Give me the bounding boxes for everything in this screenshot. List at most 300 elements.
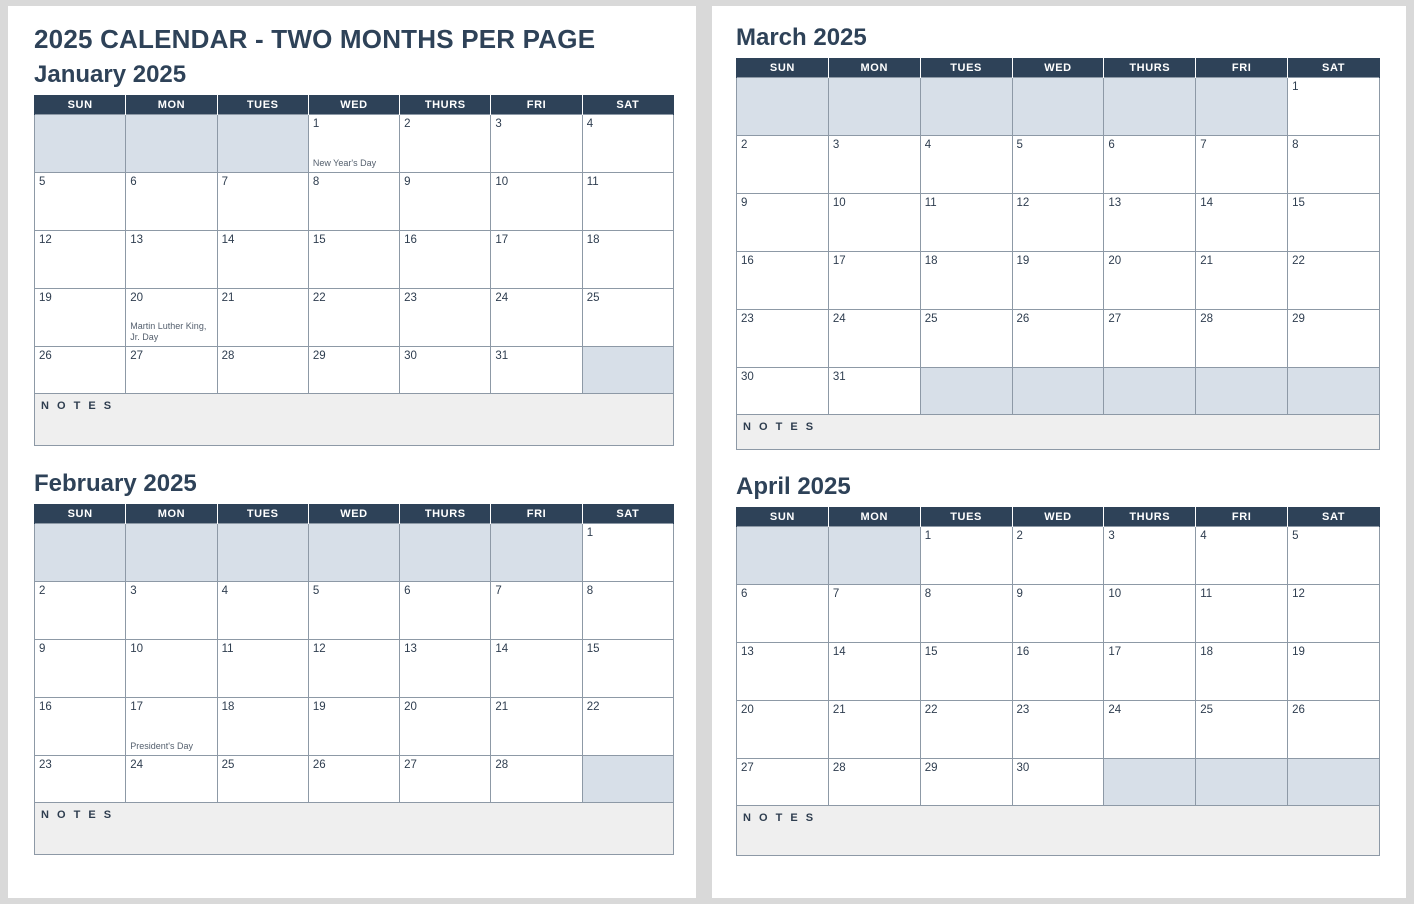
day-number: 12 — [1292, 588, 1305, 600]
day-number: 8 — [312, 176, 320, 188]
calendar-day-cell[interactable] — [126, 698, 217, 756]
calendar-day-cell[interactable] — [1196, 136, 1288, 194]
calendar-day-cell[interactable] — [920, 194, 1012, 252]
month-title: February 2025 — [34, 470, 197, 497]
calendar-day-cell[interactable] — [737, 310, 829, 368]
calendar-day-cell[interactable] — [308, 756, 399, 803]
weekday-header-mon: MON — [126, 96, 217, 115]
calendar-day-cell[interactable] — [828, 136, 920, 194]
calendar-day-cell[interactable] — [1012, 759, 1104, 806]
calendar-day-cell[interactable] — [828, 643, 920, 701]
day-number: 15 — [1292, 197, 1305, 209]
day-number: 27 — [741, 762, 754, 774]
calendar-day-cell[interactable] — [920, 310, 1012, 368]
calendar-day-cell[interactable] — [582, 231, 673, 289]
calendar-day-cell[interactable] — [1196, 252, 1288, 310]
calendar-day-cell[interactable] — [582, 115, 673, 173]
notes-area[interactable]: N O T E S — [736, 806, 1380, 856]
day-number: 18 — [1200, 646, 1214, 658]
calendar-day-cell[interactable] — [1012, 585, 1104, 643]
day-number: 22 — [1292, 255, 1305, 267]
day-number: 9 — [1016, 588, 1023, 600]
calendar-day-cell[interactable] — [1104, 643, 1196, 701]
calendar-day-cell[interactable] — [126, 231, 217, 289]
weekday-header-wed: WED — [308, 96, 399, 115]
calendar-day-cell[interactable] — [126, 289, 217, 347]
calendar-cell-empty — [1196, 78, 1288, 136]
calendar-day-cell[interactable] — [1012, 310, 1104, 368]
holiday-label: New Year's Day — [312, 158, 377, 168]
weekday-header-row — [737, 59, 1380, 78]
day-number: 4 — [924, 139, 932, 151]
calendar-cell-empty — [1104, 759, 1196, 806]
calendar-cell-empty — [217, 524, 308, 582]
calendar-day-cell[interactable] — [217, 756, 308, 803]
weekday-header-fri: FRI — [1196, 59, 1288, 78]
calendar-cell-empty — [491, 524, 582, 582]
calendar-day-cell[interactable] — [1288, 585, 1380, 643]
calendar-week-row — [737, 759, 1380, 806]
day-number: 1 — [924, 530, 932, 542]
calendar-grid — [736, 58, 1380, 415]
calendar-day-cell[interactable] — [828, 759, 920, 806]
calendar-day-cell[interactable] — [737, 252, 829, 310]
day-number: 17 — [130, 701, 144, 713]
calendar-day-cell[interactable] — [126, 173, 217, 231]
day-number: 26 — [312, 759, 326, 771]
notes-area[interactable]: N O T E S — [34, 803, 674, 855]
calendar-day-cell[interactable] — [920, 585, 1012, 643]
day-number: 14 — [221, 234, 235, 246]
calendar-day-cell[interactable] — [491, 231, 582, 289]
weekday-header-tues: TUES — [920, 59, 1012, 78]
day-number: 14 — [495, 643, 509, 655]
calendar-day-cell[interactable] — [920, 701, 1012, 759]
calendar-day-cell[interactable] — [491, 698, 582, 756]
weekday-header-sat: SAT — [582, 505, 673, 524]
calendar-cell-empty — [582, 756, 673, 803]
day-number: 19 — [1292, 646, 1305, 658]
notes-area[interactable]: N O T E S — [34, 394, 674, 446]
calendar-cell-empty — [1288, 368, 1380, 415]
day-number: 29 — [312, 350, 326, 362]
calendar-day-cell[interactable] — [400, 231, 491, 289]
calendar-week-row — [35, 640, 674, 698]
calendar-day-cell[interactable] — [582, 524, 673, 582]
calendar-day-cell[interactable] — [1288, 643, 1380, 701]
calendar-week-row — [737, 368, 1380, 415]
calendar-day-cell[interactable] — [308, 582, 399, 640]
calendar-day-cell[interactable] — [400, 640, 491, 698]
calendar-day-cell[interactable] — [308, 698, 399, 756]
calendar-day-cell[interactable] — [126, 756, 217, 803]
calendar-day-cell[interactable] — [400, 756, 491, 803]
day-number: 11 — [924, 197, 937, 209]
calendar-day-cell[interactable] — [1104, 701, 1196, 759]
month-block-february — [34, 470, 674, 855]
day-number: 23 — [39, 759, 52, 771]
calendar-day-cell[interactable] — [1288, 252, 1380, 310]
weekday-header-wed: WED — [1012, 59, 1104, 78]
month-block-april — [736, 473, 1380, 856]
calendar-cell-empty — [1012, 78, 1104, 136]
calendar-day-cell[interactable] — [1288, 194, 1380, 252]
calendar-week-row — [35, 582, 674, 640]
calendar-cell-empty — [828, 78, 920, 136]
day-number: 11 — [1200, 588, 1213, 600]
month-title: April 2025 — [736, 473, 851, 500]
calendar-day-cell[interactable] — [1196, 194, 1288, 252]
day-number: 26 — [39, 350, 52, 362]
weekday-header-sun: SUN — [35, 96, 126, 115]
calendar-day-cell[interactable] — [35, 582, 126, 640]
calendar-day-cell[interactable] — [582, 640, 673, 698]
day-number: 1 — [1292, 81, 1299, 93]
calendar-day-cell[interactable] — [1196, 585, 1288, 643]
day-number: 28 — [221, 350, 235, 362]
weekday-header-wed: WED — [308, 505, 399, 524]
weekday-header-thurs: THURS — [400, 96, 491, 115]
day-number: 3 — [495, 118, 502, 130]
weekday-header-mon: MON — [126, 505, 217, 524]
calendar-day-cell[interactable] — [1012, 527, 1104, 585]
day-number: 23 — [404, 292, 417, 304]
calendar-day-cell[interactable] — [1288, 527, 1380, 585]
notes-area[interactable]: N O T E S — [736, 415, 1380, 450]
day-number: 17 — [1108, 646, 1122, 658]
weekday-header-row — [35, 96, 674, 115]
calendar-day-cell[interactable] — [1196, 643, 1288, 701]
day-number: 8 — [924, 588, 932, 600]
day-number: 26 — [1292, 704, 1305, 716]
weekday-header-tues: TUES — [217, 505, 308, 524]
weekday-header-thurs: THURS — [400, 505, 491, 524]
calendar-week-row — [737, 78, 1380, 136]
calendar-day-cell[interactable] — [1012, 194, 1104, 252]
calendar-day-cell[interactable] — [1196, 701, 1288, 759]
day-number: 14 — [1200, 197, 1214, 209]
calendar-day-cell[interactable] — [35, 231, 126, 289]
day-number: 31 — [495, 350, 509, 362]
day-number: 7 — [221, 176, 228, 188]
calendar-day-cell[interactable] — [217, 582, 308, 640]
calendar-day-cell[interactable] — [308, 289, 399, 347]
calendar-cell-empty — [35, 115, 126, 173]
day-number: 4 — [586, 118, 594, 130]
day-number: 16 — [39, 701, 52, 713]
month-title: March 2025 — [736, 24, 867, 51]
day-number: 7 — [495, 585, 502, 597]
calendar-day-cell[interactable] — [308, 640, 399, 698]
weekday-header-tues: TUES — [217, 96, 308, 115]
day-number: 20 — [1108, 255, 1122, 267]
calendar-week-row — [35, 173, 674, 231]
weekday-header-fri: FRI — [491, 96, 582, 115]
calendar-cell-empty — [35, 524, 126, 582]
day-number: 13 — [130, 234, 144, 246]
day-number: 21 — [1200, 255, 1214, 267]
weekday-header-row — [737, 508, 1380, 527]
calendar-day-cell[interactable] — [582, 698, 673, 756]
calendar-day-cell[interactable] — [35, 173, 126, 231]
day-number: 10 — [495, 176, 509, 188]
calendar-day-cell[interactable] — [217, 640, 308, 698]
calendar-cell-empty — [737, 527, 829, 585]
day-number: 5 — [39, 176, 46, 188]
day-number: 6 — [404, 585, 411, 597]
day-number: 27 — [1108, 313, 1122, 325]
day-number: 12 — [39, 234, 52, 246]
day-number: 28 — [832, 762, 846, 774]
day-number: 7 — [1200, 139, 1207, 151]
calendar-grid — [34, 95, 674, 394]
day-number: 18 — [221, 701, 235, 713]
calendar-cell-empty — [126, 524, 217, 582]
day-number: 20 — [741, 704, 754, 716]
day-number: 17 — [495, 234, 509, 246]
weekday-header-row — [35, 505, 674, 524]
calendar-day-cell[interactable] — [217, 289, 308, 347]
calendar-day-cell[interactable] — [35, 756, 126, 803]
day-number: 15 — [312, 234, 326, 246]
day-number: 25 — [221, 759, 235, 771]
calendar-day-cell[interactable] — [1288, 78, 1380, 136]
calendar-day-cell[interactable] — [1288, 310, 1380, 368]
day-number: 24 — [1108, 704, 1122, 716]
calendar-day-cell[interactable] — [920, 136, 1012, 194]
day-number: 2 — [1016, 530, 1023, 542]
calendar-day-cell[interactable] — [491, 756, 582, 803]
calendar-day-cell[interactable] — [1104, 136, 1196, 194]
day-number: 8 — [586, 585, 594, 597]
day-number: 16 — [1016, 646, 1030, 658]
calendar-cell-empty — [828, 527, 920, 585]
day-number: 9 — [741, 197, 748, 209]
day-number: 20 — [130, 292, 144, 304]
calendar-day-cell[interactable] — [737, 701, 829, 759]
calendar-week-row — [35, 698, 674, 756]
day-number: 24 — [495, 292, 509, 304]
calendar-day-cell[interactable] — [920, 527, 1012, 585]
calendar-week-row — [35, 756, 674, 803]
calendar-day-cell[interactable] — [126, 347, 217, 394]
calendar-cell-empty — [1104, 78, 1196, 136]
calendar-day-cell[interactable] — [400, 289, 491, 347]
day-number: 21 — [495, 701, 509, 713]
calendar-day-cell[interactable] — [1288, 701, 1380, 759]
calendar-day-cell[interactable] — [1196, 527, 1288, 585]
holiday-label: President's Day — [130, 741, 194, 751]
day-number: 16 — [741, 255, 754, 267]
weekday-header-mon: MON — [828, 508, 920, 527]
calendar-day-cell[interactable] — [491, 173, 582, 231]
day-number: 3 — [1108, 530, 1115, 542]
day-number: 23 — [741, 313, 754, 325]
calendar-day-cell[interactable] — [400, 115, 491, 173]
calendar-day-cell[interactable] — [828, 701, 920, 759]
calendar-day-cell[interactable] — [35, 698, 126, 756]
calendar-grid — [34, 504, 674, 803]
calendar-day-cell[interactable] — [308, 115, 399, 173]
day-number: 24 — [130, 759, 144, 771]
day-number: 27 — [404, 759, 417, 771]
calendar-day-cell[interactable] — [308, 173, 399, 231]
day-number: 23 — [1016, 704, 1030, 716]
calendar-day-cell[interactable] — [828, 368, 920, 415]
calendar-week-row — [737, 643, 1380, 701]
calendar-week-row — [35, 289, 674, 347]
calendar-day-cell[interactable] — [217, 173, 308, 231]
day-number: 5 — [1292, 530, 1299, 542]
calendar-week-row — [35, 231, 674, 289]
calendar-day-cell[interactable] — [400, 173, 491, 231]
calendar-day-cell[interactable] — [1012, 136, 1104, 194]
day-number: 17 — [832, 255, 846, 267]
calendar-day-cell[interactable] — [737, 136, 829, 194]
day-number: 6 — [741, 588, 748, 600]
calendar-day-cell[interactable] — [1012, 643, 1104, 701]
weekday-header-sun: SUN — [737, 508, 829, 527]
calendar-week-row — [737, 527, 1380, 585]
day-number: 22 — [586, 701, 600, 713]
weekday-header-fri: FRI — [491, 505, 582, 524]
calendar-grid — [736, 507, 1380, 806]
calendar-cell-empty — [400, 524, 491, 582]
day-number: 14 — [832, 646, 846, 658]
calendar-day-cell[interactable] — [582, 582, 673, 640]
calendar-day-cell[interactable] — [400, 582, 491, 640]
day-number: 10 — [832, 197, 846, 209]
calendar-week-row — [737, 194, 1380, 252]
day-number: 11 — [586, 176, 599, 188]
calendar-day-cell[interactable] — [400, 698, 491, 756]
calendar-day-cell[interactable] — [737, 643, 829, 701]
day-number: 26 — [1016, 313, 1030, 325]
calendar-day-cell[interactable] — [737, 368, 829, 415]
weekday-header-wed: WED — [1012, 508, 1104, 527]
day-number: 6 — [130, 176, 137, 188]
calendar-day-cell[interactable] — [35, 640, 126, 698]
calendar-cell-empty — [1196, 368, 1288, 415]
day-number: 20 — [404, 701, 417, 713]
calendar-day-cell[interactable] — [217, 231, 308, 289]
calendar-day-cell[interactable] — [491, 582, 582, 640]
calendar-day-cell[interactable] — [1104, 310, 1196, 368]
calendar-week-row — [737, 310, 1380, 368]
holiday-label: Martin Luther King, Jr. Day — [130, 321, 207, 342]
calendar-cell-empty — [582, 347, 673, 394]
calendar-day-cell[interactable] — [491, 640, 582, 698]
calendar-week-row — [35, 524, 674, 582]
calendar-day-cell[interactable] — [828, 310, 920, 368]
day-number: 4 — [221, 585, 228, 597]
calendar-day-cell[interactable] — [35, 347, 126, 394]
day-number: 31 — [832, 371, 846, 383]
calendar-week-row — [737, 701, 1380, 759]
day-number: 4 — [1200, 530, 1207, 542]
calendar-day-cell[interactable] — [828, 585, 920, 643]
day-number: 8 — [1292, 139, 1299, 151]
calendar-day-cell[interactable] — [308, 231, 399, 289]
day-number: 15 — [924, 646, 938, 658]
calendar-day-cell[interactable] — [828, 194, 920, 252]
calendar-day-cell[interactable] — [491, 347, 582, 394]
calendar-day-cell[interactable] — [920, 759, 1012, 806]
day-number: 18 — [586, 234, 600, 246]
day-number: 18 — [924, 255, 938, 267]
calendar-day-cell[interactable] — [217, 698, 308, 756]
calendar-cell-empty — [1196, 759, 1288, 806]
day-number: 10 — [1108, 588, 1122, 600]
day-number: 25 — [1200, 704, 1214, 716]
calendar-day-cell[interactable] — [582, 289, 673, 347]
day-number: 29 — [1292, 313, 1305, 325]
calendar-week-row — [35, 347, 674, 394]
day-number: 7 — [832, 588, 840, 600]
calendar-day-cell[interactable] — [1196, 310, 1288, 368]
calendar-day-cell[interactable] — [491, 115, 582, 173]
calendar-day-cell[interactable] — [582, 173, 673, 231]
day-number: 19 — [1016, 255, 1030, 267]
weekday-header-sat: SAT — [1288, 508, 1380, 527]
weekday-header-thurs: THURS — [1104, 508, 1196, 527]
calendar-day-cell[interactable] — [400, 347, 491, 394]
day-number: 25 — [586, 292, 600, 304]
weekday-header-thurs: THURS — [1104, 59, 1196, 78]
calendar-cell-empty — [1104, 368, 1196, 415]
calendar-day-cell[interactable] — [737, 759, 829, 806]
weekday-header-tues: TUES — [920, 508, 1012, 527]
calendar-day-cell[interactable] — [1288, 136, 1380, 194]
day-number: 2 — [404, 118, 411, 130]
calendar-day-cell[interactable] — [35, 289, 126, 347]
day-number: 19 — [39, 292, 52, 304]
calendar-day-cell[interactable] — [737, 585, 829, 643]
calendar-day-cell[interactable] — [828, 252, 920, 310]
calendar-day-cell[interactable] — [126, 582, 217, 640]
calendar-day-cell[interactable] — [308, 347, 399, 394]
calendar-week-row — [737, 585, 1380, 643]
calendar-day-cell[interactable] — [491, 289, 582, 347]
calendar-day-cell[interactable] — [1104, 194, 1196, 252]
page-title: 2025 CALENDAR - TWO MONTHS PER PAGE — [34, 24, 596, 54]
day-number: 24 — [832, 313, 846, 325]
calendar-day-cell[interactable] — [1104, 585, 1196, 643]
calendar-day-cell[interactable] — [1104, 527, 1196, 585]
day-number: 10 — [130, 643, 144, 655]
calendar-day-cell[interactable] — [920, 252, 1012, 310]
day-number: 3 — [130, 585, 137, 597]
day-number: 29 — [924, 762, 938, 774]
day-number: 22 — [924, 704, 938, 716]
calendar-day-cell[interactable] — [1104, 252, 1196, 310]
calendar-day-cell[interactable] — [737, 194, 829, 252]
month-title: January 2025 — [34, 61, 187, 88]
day-number: 5 — [1016, 139, 1023, 151]
calendar-day-cell[interactable] — [1012, 252, 1104, 310]
calendar-cell-empty — [737, 78, 829, 136]
page-right — [712, 6, 1406, 898]
weekday-header-sat: SAT — [1288, 59, 1380, 78]
day-number: 12 — [1016, 197, 1030, 209]
day-number: 16 — [404, 234, 417, 246]
calendar-day-cell[interactable] — [1012, 701, 1104, 759]
calendar-day-cell[interactable] — [126, 640, 217, 698]
calendar-day-cell[interactable] — [920, 643, 1012, 701]
day-number: 6 — [1108, 139, 1115, 151]
calendar-day-cell[interactable] — [217, 347, 308, 394]
day-number: 9 — [404, 176, 411, 188]
